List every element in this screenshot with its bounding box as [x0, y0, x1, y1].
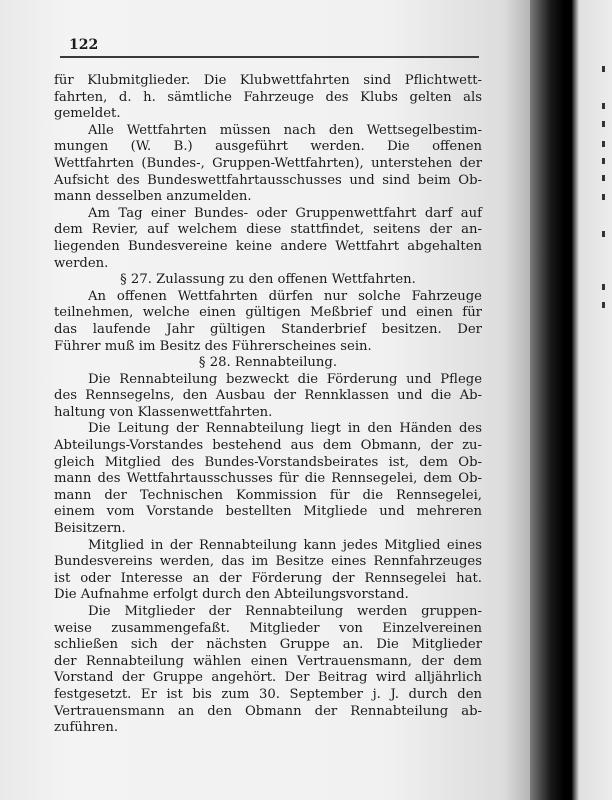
text-line: ist oder Interesse an der Förderung der Rennsegelei hat.	[54, 570, 482, 586]
facing-page-mark	[602, 231, 605, 237]
section-heading-line: § 27. Zulassung zu den offenen Wettfahrten.	[120, 272, 416, 288]
header-rule	[60, 56, 479, 58]
text-line: An offenen Wettfahrten dürfen nur solche Fahrzeuge	[88, 288, 482, 304]
text-line: weise zusammengefaßt. Mitglieder von Einzelvereinen	[54, 620, 482, 636]
text-line: Aufsicht des Bundeswettfahrtausschusses und sind beim Ob-	[54, 172, 482, 188]
text-line: Führer muß im Besitz des Führerscheines sein.	[54, 338, 372, 354]
facing-page-mark	[602, 175, 605, 181]
text-line: Beisitzern.	[54, 521, 126, 537]
text-line: festgesetzt. Er ist bis zum 30. September j. J. durch den	[54, 686, 482, 702]
text-line: Mitglied in der Rennabteilung kann jedes Mitglied eines	[88, 537, 482, 553]
text-line: einem vom Vorstande bestellten Mitgliede und mehreren	[54, 504, 482, 520]
text-line: mann desselben anzumelden.	[54, 189, 252, 205]
text-line: Am Tag einer Bundes- oder Gruppenwettfahrt darf auf	[88, 205, 482, 221]
text-line: schließen sich der nächsten Gruppe an. Die Mitglieder	[54, 637, 482, 653]
text-line: für Klubmitglieder. Die Klubwettfahrten sind Pflichtwett-	[54, 73, 482, 88]
text-line: Bundesvereins werden, das im Besitze eines Rennfahrzeuges	[54, 554, 482, 570]
facing-page-edge	[572, 0, 612, 800]
text-line: gleich Mitglied des Bundes-Vorstandsbeirates ist, dem Ob-	[54, 454, 482, 470]
book-gutter	[530, 0, 564, 800]
facing-page-mark	[602, 121, 605, 127]
facing-page-mark	[602, 141, 605, 147]
text-line: haltung von Klassenwettfahrten.	[54, 404, 273, 420]
text-line: das laufende Jahr gültigen Standerbrief besitzen. Der	[54, 321, 482, 337]
text-line: mann der Technischen Kommission für die Rennsegelei,	[54, 487, 482, 503]
facing-page-mark	[602, 66, 605, 72]
text-line: mann des Wettfahrtausschusses für die Rennsegelei, dem Ob-	[54, 471, 482, 487]
facing-page-mark	[602, 103, 605, 109]
text-line: gemeldet.	[54, 106, 121, 122]
facing-page-mark	[602, 284, 605, 290]
body-text	[54, 73, 482, 737]
facing-page-mark	[602, 194, 605, 200]
text-line: liegenden Bundesvereine keine andere Wettfahrt abgehalten	[54, 238, 482, 254]
text-line: Abteilungs-Vorstandes bestehend aus dem Obmann, der zu-	[54, 438, 482, 454]
page-number: 122	[69, 37, 99, 53]
text-line: Vorstand der Gruppe angehört. Der Beitrag wird alljährlich	[54, 670, 482, 686]
section-heading-line: § 28. Rennabteilung.	[198, 355, 338, 371]
text-line: der Rennabteilung wählen einen Vertrauensmann, der dem	[54, 653, 482, 669]
text-line: Wettfahrten (Bundes-, Gruppen-Wettfahrten), unterstehen der	[54, 155, 482, 171]
text-line: werden.	[54, 255, 109, 271]
text-line: Die Aufnahme erfolgt durch den Abteilungsvorstand.	[54, 587, 409, 603]
text-line: des Rennsegelns, den Ausbau der Rennklassen und die Ab-	[54, 388, 482, 404]
text-line: dem Revier, auf welchem diese stattfindet, seitens der an-	[54, 222, 482, 238]
text-line: teilnehmen, welche einen gültigen Meßbrief und einen für	[54, 305, 482, 321]
text-line: Alle Wettfahrten müssen nach den Wettsegelbestim-	[88, 122, 482, 138]
facing-page-mark	[602, 302, 605, 308]
text-line: zuführen.	[54, 720, 119, 736]
text-line: mungen (W. B.) ausgeführt werden. Die offenen	[54, 139, 482, 155]
text-line: fahrten, d. h. sämtliche Fahrzeuge des Klubs gelten als	[54, 89, 482, 105]
text-line: Die Mitglieder der Rennabteilung werden gruppen-	[88, 604, 482, 619]
text-line: Die Rennabteilung bezweckt die Förderung und Pflege	[88, 371, 482, 387]
text-line: Die Leitung der Rennabteilung liegt in den Händen des	[88, 421, 482, 437]
text-line: Vertrauensmann an den Obmann der Rennabteilung ab-	[54, 703, 482, 719]
facing-page-mark	[602, 158, 605, 164]
